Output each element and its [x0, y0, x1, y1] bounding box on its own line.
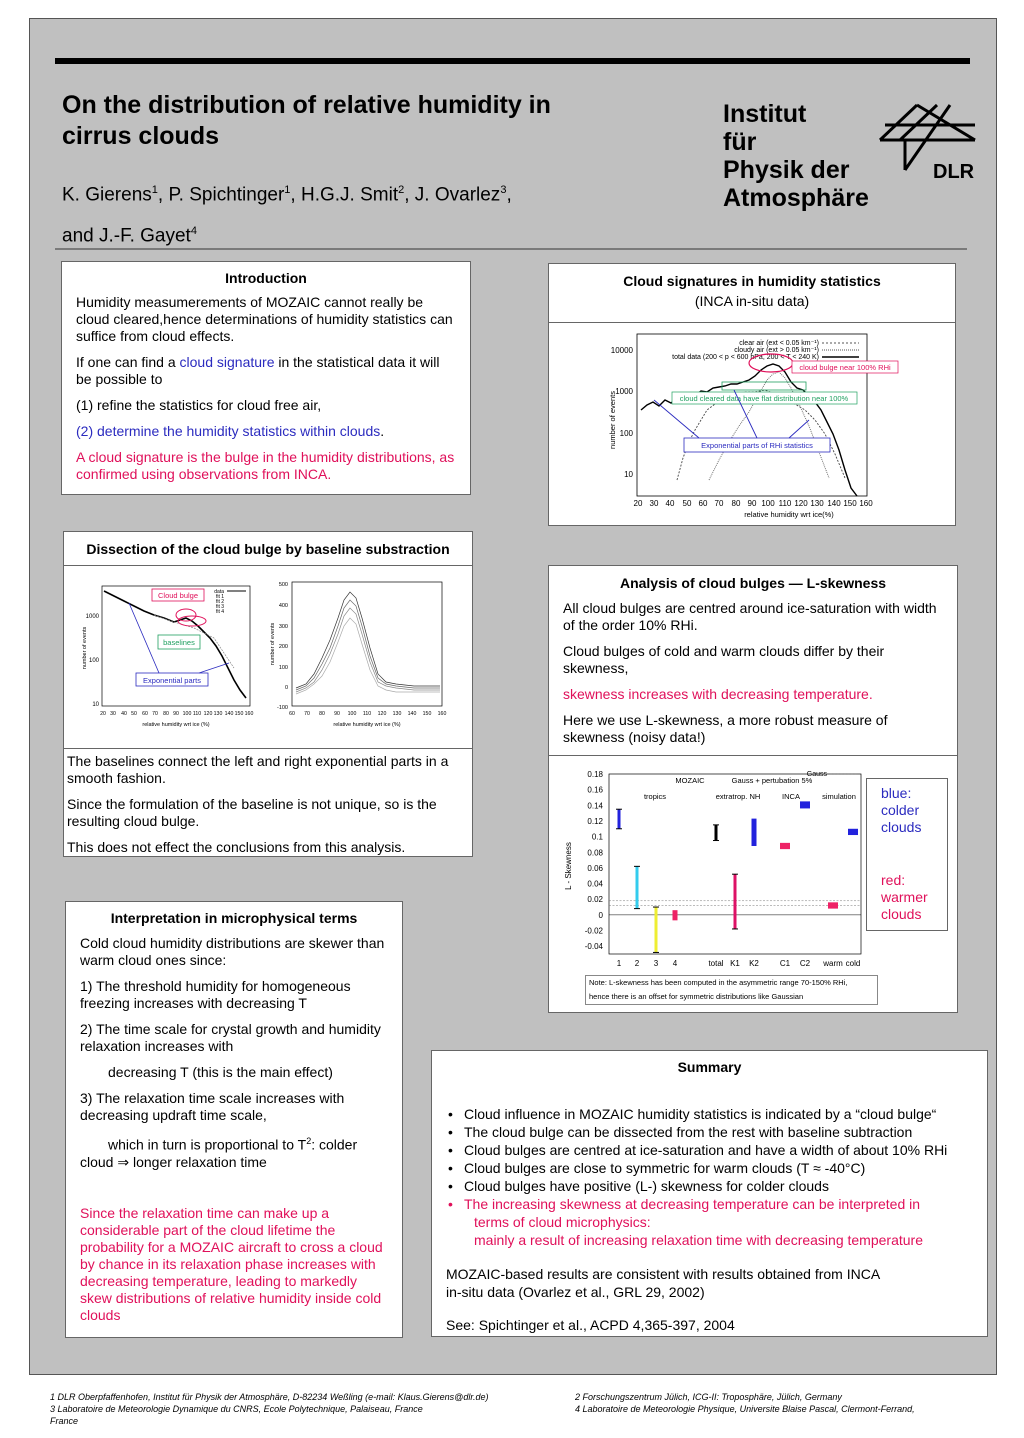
top-bar — [55, 58, 970, 64]
summary-consistency: MOZAIC-based results are consistent with results obtained from INCA in-situ data (Ovarlez et al., GRL 29, 2002) — [446, 1266, 881, 1300]
summary-item-highlight: • The increasing skewness at decreasing temperature can be interpreted in terms of cloud microphysics: mainly a result of increasing relaxation time with decreasing temperature — [464, 1195, 973, 1249]
interpretation-panel — [65, 901, 403, 1338]
svg-text:80: 80 — [163, 711, 169, 717]
author-list: K. Gierens$^1$, P. Spichtinger$^1$, H.G.J. Smit$^2$, J. Ovarlez$^3$, and J.-F. Gayet$^4$ — [62, 184, 512, 247]
skewness-range-mark — [634, 866, 640, 908]
label-inca: INCA — [782, 792, 800, 801]
skewness-range-mark — [828, 902, 838, 908]
svg-text:10: 10 — [92, 702, 99, 708]
introduction-heading: Introduction — [225, 270, 307, 286]
svg-text:cloud cleared data have flat d: cloud cleared data have flat distribution near 100% — [679, 394, 849, 403]
signatures-subheading: (INCA in-situ data) — [694, 293, 810, 309]
svg-text:0: 0 — [284, 685, 288, 691]
y-tick-label: 0.04 — [587, 879, 603, 889]
svg-text:Cloud bulge: Cloud bulge — [157, 591, 199, 600]
x-tick-label: 2 — [634, 959, 640, 968]
svg-text:150: 150 — [234, 711, 244, 717]
y-tick-label: 0.08 — [587, 848, 603, 858]
legend-gauss: Gauss — [806, 771, 827, 778]
x-tick-label: total — [708, 959, 724, 968]
summary-item: • The cloud bulge can be dissected from the rest with baseline subtraction — [464, 1123, 973, 1141]
svg-text:baselines: baselines — [163, 638, 195, 647]
introduction-panel — [61, 261, 471, 495]
interpretation-heading: Interpretation in microphysical terms — [110, 910, 358, 926]
interpretation-paragraph: 3) The relaxation time scale increases with decreasing updraft time scale, — [80, 1090, 345, 1123]
svg-text:100: 100 — [278, 665, 288, 671]
interpretation-paragraph: Cold cloud humidity distributions are skewer than warm cloud ones since: — [80, 935, 385, 968]
svg-text:130: 130 — [810, 499, 824, 508]
skewness-range-mark — [780, 843, 790, 849]
footnote-3-cont: France — [50, 1416, 79, 1426]
skewness-paragraph: skewness increases with decreasing temperature. — [563, 686, 873, 702]
red-key: red: warmer clouds — [881, 872, 928, 922]
svg-text:120: 120 — [203, 711, 213, 717]
svg-text:70: 70 — [714, 499, 724, 508]
svg-text:140: 140 — [827, 499, 841, 508]
intro-paragraph: Humidity measumerements of MOZAIC cannot really be cloud cleared,hence determinations of humidity statistics can suffice from cloud effects. — [76, 294, 453, 344]
svg-text:140: 140 — [407, 711, 417, 717]
footnote-2: 2 Forschungszentrum Jülich, ICG-II: Troposphäre, Jülich, Germany — [575, 1392, 842, 1402]
dlr-logo-icon — [875, 100, 985, 180]
svg-text:cloudy air (ext > 0.05 km⁻¹): cloudy air (ext > 0.05 km⁻¹) — [734, 347, 819, 354]
svg-text:Exponential parts of RHi stati: Exponential parts of RHi statistics — [701, 441, 813, 450]
humidity-statistics-figure — [559, 330, 949, 520]
svg-text:70: 70 — [304, 711, 310, 717]
skewness-paragraph: All cloud bulges are centred around ice-saturation with width of the order 10% RHi. — [563, 600, 937, 633]
svg-text:1000: 1000 — [615, 387, 633, 396]
interpretation-conclusion: Since the relaxation time can make up a considerable part of the cloud lifetime the probability for a MOZAIC aircraft to cross a cloud by chance in its relaxation phase increases with decreasing temperature, leading to markedly skew distributions of relative humidity inside cold clouds — [80, 1204, 383, 1323]
svg-text:40: 40 — [121, 711, 127, 717]
svg-text:data: data — [214, 589, 224, 595]
skewness-range-mark — [848, 829, 858, 835]
signatures-panel — [548, 263, 956, 526]
svg-text:number of events: number of events — [82, 626, 88, 670]
footnote-4: 4 Laboratoire de Meteorologie Physique, Universite Blaise Pascal, Clermont-Ferrand, — [575, 1404, 915, 1414]
svg-text:400: 400 — [278, 603, 288, 609]
poster-title: On the distribution of relative humidity in cirrus clouds — [62, 91, 551, 150]
svg-text:60: 60 — [142, 711, 148, 717]
interpretation-paragraph: which in turn is proportional to $T^2$: colder — [108, 1136, 358, 1153]
svg-text:90: 90 — [334, 711, 340, 717]
svg-text:number of events: number of events — [608, 391, 617, 449]
svg-text:100: 100 — [761, 499, 775, 508]
svg-text:relative humidity wrt ice (%): relative humidity wrt ice (%) — [142, 722, 210, 728]
interpretation-paragraph: 2) The time scale for crystal growth and humidity relaxation increases with — [80, 1021, 381, 1054]
y-tick-label: 0.1 — [591, 832, 603, 842]
svg-text:200: 200 — [278, 644, 288, 650]
x-tick-label: K2 — [749, 959, 759, 968]
skewness-range-mark — [713, 825, 719, 841]
dissection-panel — [63, 531, 473, 857]
interpretation-paragraph: decreasing T (this is the main effect) — [108, 1064, 333, 1080]
footnote-1: 1 DLR Oberpfaffenhofen, Institut für Physik der Atmosphäre, D-82234 Weßling (e-mail: Klaus.Gierens@dlr.de) — [50, 1392, 489, 1402]
intro-paragraph: A cloud signature is the bulge in the humidity distributions, as confirmed using observations from INCA. — [76, 449, 455, 482]
y-tick-label: 0.02 — [587, 895, 603, 905]
intro-paragraph: If one can find a cloud signature in the statistical data it will be possible to — [76, 354, 440, 387]
svg-text:60: 60 — [698, 499, 708, 508]
svg-text:150: 150 — [422, 711, 432, 717]
svg-text:130: 130 — [392, 711, 402, 717]
skewness-range-mark — [800, 801, 810, 808]
svg-text:150: 150 — [843, 499, 857, 508]
x-tick-label: 3 — [653, 959, 659, 968]
skewness-heading: Analysis of cloud bulges — L-skewness — [619, 575, 887, 591]
summary-item: • Cloud bulges are close to symmetric for warm clouds (T ≈ -40°C) — [464, 1159, 973, 1177]
svg-text:30: 30 — [110, 711, 116, 717]
svg-text:20: 20 — [100, 711, 106, 717]
skewness-range-mark — [732, 874, 738, 929]
svg-text:90: 90 — [747, 499, 757, 508]
svg-text:1000: 1000 — [85, 614, 99, 620]
dissection-paragraph: The baselines connect the left and right exponential parts in a smooth fashion. — [67, 753, 449, 786]
svg-text:fit 3: fit 3 — [215, 604, 224, 610]
svg-text:300: 300 — [278, 624, 288, 630]
label-tropics: tropics — [643, 792, 667, 801]
label-extratrop: extratrop. NH — [715, 792, 761, 801]
dissection-heading: Dissection of the cloud bulge by baseline substraction — [86, 541, 450, 557]
dissection-paragraph: Since the formulation of the baseline is not unique, so is the resulting cloud bulge. — [67, 796, 437, 829]
summary-heading: Summary — [677, 1059, 742, 1075]
svg-text:10000: 10000 — [610, 346, 633, 355]
x-tick-label: K1 — [730, 959, 740, 968]
svg-text:130: 130 — [213, 711, 223, 717]
blue-key: blue: colder clouds — [881, 785, 922, 835]
svg-text:relative humidity wrt ice (%): relative humidity wrt ice (%) — [333, 722, 401, 728]
svg-text:100: 100 — [347, 711, 357, 717]
svg-text:80: 80 — [319, 711, 325, 717]
intro-paragraph: (1) refine the statistics for cloud free air, — [76, 397, 322, 413]
l-skewness-chart — [557, 766, 869, 978]
x-tick-label: warm — [823, 959, 843, 968]
summary-panel — [431, 1050, 988, 1337]
svg-text:cloud bulge near 100% RHi: cloud bulge near 100% RHi — [799, 363, 891, 372]
svg-text:100: 100 — [619, 429, 633, 438]
skewness-range-mark — [653, 907, 659, 952]
baseline-dissection-figure — [74, 578, 464, 738]
skewness-ylabel: L - Skewness — [564, 842, 573, 890]
svg-text:Exponential parts: Exponential parts — [143, 676, 201, 685]
skewness-range-mark — [673, 910, 678, 920]
svg-text:120: 120 — [794, 499, 808, 508]
skewness-paragraph: Here we use L-skewness, a more robust measure of skewness (noisy data!) — [563, 712, 888, 745]
svg-text:160: 160 — [244, 711, 254, 717]
svg-text:70: 70 — [152, 711, 158, 717]
summary-item: • Cloud bulges have positive (L-) skewness for colder clouds — [464, 1177, 973, 1195]
svg-text:110: 110 — [778, 499, 792, 508]
y-tick-label: 0.18 — [587, 770, 603, 779]
dissection-paragraph: This does not effect the conclusions from this analysis. — [67, 839, 406, 855]
svg-text:160: 160 — [859, 499, 873, 508]
header-divider — [55, 248, 967, 250]
svg-text:relative humidity wrt ice(%): relative humidity wrt ice(%) — [744, 510, 834, 519]
y-tick-label: 0.14 — [587, 801, 603, 811]
svg-text:30: 30 — [649, 499, 659, 508]
svg-text:fit 4: fit 4 — [215, 609, 224, 615]
svg-text:total data (200 < p < 600 hPa,: total data (200 < p < 600 hPa, 200 < T < 240 K) — [672, 354, 819, 361]
svg-text:80: 80 — [731, 499, 741, 508]
svg-text:100: 100 — [182, 711, 192, 717]
signatures-heading: Cloud signatures in humidity statistics — [623, 273, 881, 289]
y-tick-label: 0.12 — [587, 816, 603, 826]
skewness-range-mark — [752, 819, 757, 846]
svg-text:clear air (ext < 0.05 km⁻¹): clear air (ext < 0.05 km⁻¹) — [739, 340, 819, 347]
summary-item: • Cloud influence in MOZAIC humidity statistics is indicated by a “cloud bulge“ — [464, 1105, 973, 1123]
svg-text:90: 90 — [173, 711, 179, 717]
y-tick-label: 0.06 — [587, 863, 603, 873]
svg-text:120: 120 — [377, 711, 387, 717]
x-tick-label: 1 — [616, 959, 622, 968]
summary-list — [446, 1105, 973, 1249]
svg-text:DLR: DLR — [933, 161, 975, 180]
svg-text:100: 100 — [88, 658, 99, 664]
interpretation-paragraph: 1) The threshold humidity for homogeneous freezing increases with decreasing T — [80, 978, 351, 1011]
svg-text:110: 110 — [192, 711, 202, 717]
y-tick-label: 0 — [598, 910, 603, 920]
summary-reference: See: Spichtinger et al., ACPD 4,365-397, 2004 — [446, 1317, 735, 1333]
institute-name: Institut für Physik der Atmosphäre — [723, 100, 869, 212]
summary-item: • Cloud bulges are centred at ice-saturation and have a width of about 10% RHi — [464, 1141, 973, 1159]
svg-text:number of events: number of events — [270, 622, 276, 666]
label-simulation: simulation — [822, 792, 856, 801]
svg-text:20: 20 — [633, 499, 643, 508]
svg-text:140: 140 — [224, 711, 234, 717]
svg-text:fit 1: fit 1 — [215, 594, 224, 600]
intro-paragraph: (2) determine the humidity statistics within clouds. — [76, 423, 385, 439]
skewness-range-mark — [616, 809, 622, 829]
label-mozaic: MOZAIC — [675, 776, 705, 785]
svg-text:-100: -100 — [276, 705, 288, 711]
label-gauss-pertubation: Gauss + pertubation 5% — [731, 776, 813, 785]
skewness-paragraph: Cloud bulges of cold and warm clouds differ by their skewness, — [563, 643, 885, 676]
y-tick-label: -0.02 — [584, 926, 603, 936]
x-tick-label: C1 — [779, 959, 791, 968]
svg-text:60: 60 — [289, 711, 295, 717]
svg-text:110: 110 — [362, 711, 372, 717]
svg-text:50: 50 — [682, 499, 692, 508]
svg-text:500: 500 — [278, 582, 288, 588]
interpretation-paragraph: cloud ⇒ longer relaxation time — [80, 1153, 267, 1170]
y-tick-label: 0.16 — [587, 785, 603, 795]
svg-text:10: 10 — [624, 470, 633, 479]
color-key-panel — [866, 778, 948, 931]
y-tick-label: -0.04 — [584, 942, 603, 952]
x-tick-label: C2 — [799, 959, 811, 968]
svg-text:40: 40 — [665, 499, 675, 508]
skewness-note: Note: L-skewness has been computed in the asymmetric range 70-150% RHi, hence there is an offset for symmetric distributions like Gaussian — [585, 975, 878, 1005]
svg-text:50: 50 — [131, 711, 137, 717]
svg-text:fit 2: fit 2 — [215, 599, 224, 605]
svg-text:160: 160 — [437, 711, 447, 717]
x-tick-label: cold — [845, 959, 861, 968]
footnote-3: 3 Laboratoire de Meteorologie Dynamique du CNRS, Ecole Polytechnique, Palaiseau, France — [50, 1404, 423, 1414]
x-tick-label: 4 — [672, 959, 678, 968]
